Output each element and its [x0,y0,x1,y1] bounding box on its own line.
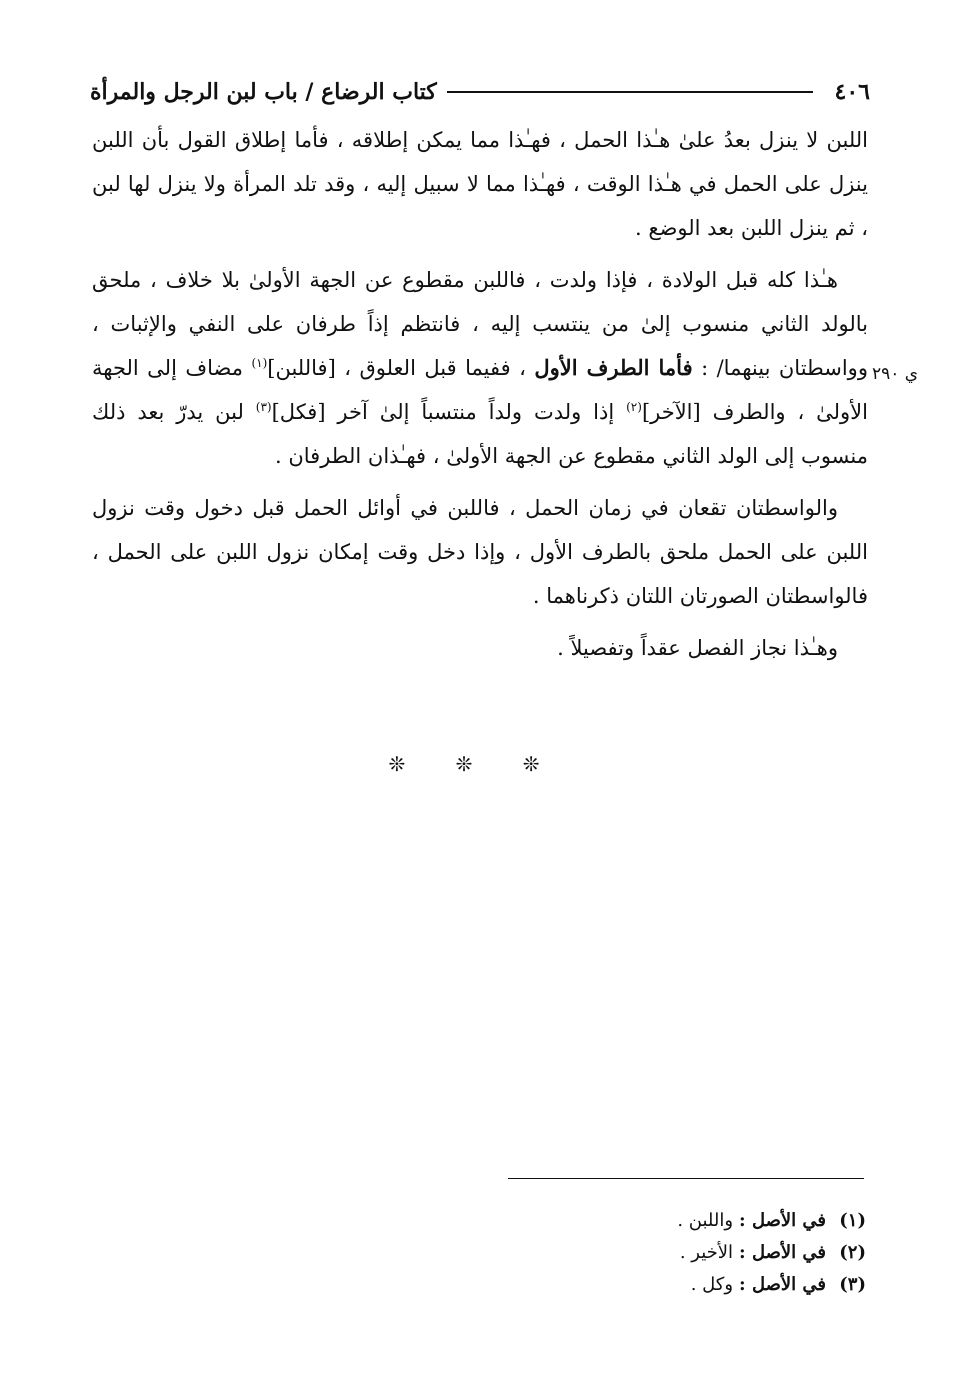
footnote-3 [500,1269,866,1301]
paragraph-2-part-c: مضاف إلى الجهة الأولىٰ ، والطرف [الآخر] [92,356,868,424]
paragraph-2-part-e: لبن يدرّ بعد ذلك منسوب إلى الولد الثاني مقطوع عن الجهة الأولىٰ ، فهـٰذان الطرفان . [92,400,868,468]
main-text [92,118,868,678]
footnote-text: واللبن . [677,1210,734,1231]
chapter-title: كتاب الرضاع / باب لبن الرجل والمرأة [90,79,437,105]
paragraph-2-part-a: هـٰذا كله قبل الولادة ، فإذا ولدت ، فاللبن مقطوع عن الجهة الأولىٰ بلا خلاف ، ملحق بالولد الثاني منسوب إلىٰ من ينتسب إليه ، فانتظم إذاً طرفان على النفي والإثبات ، وواسطتان بينهما/ : [92,268,868,380]
paragraph-3-text: والواسطتان تقعان في زمان الحمل ، فاللبن في أوائل الحمل قبل دخول وقت نزول اللبن على الحمل ملحق بالطرف الأول ، وإذا دخل وقت إمكان نزول اللبن على الحمل ، فالواسطتان الصورتان اللتان ذكرناهما . [92,496,868,608]
footnote-number: (١) [839,1210,866,1231]
footnote-marker-3[interactable]: (٣) [255,400,272,414]
page-number: ٤٠٦ [834,79,870,105]
footnote-text: وكل . [690,1274,734,1295]
footnote-marker-2[interactable]: (٢) [626,400,642,414]
paragraph-4-text: وهـٰذا نجاز الفصل عقداً وتفصيلاً . [557,636,838,660]
footnote-marker-1[interactable]: (١) [251,356,268,370]
footnote-divider [508,1178,864,1179]
paragraph-2-bold-phrase: فأما الطرف الأول [534,355,693,380]
footnote-source: في الأصل : [739,1210,826,1231]
paragraph-2-part-d: إذا ولدت ولداً منتسباً إلىٰ آخر [فكل] [271,400,615,424]
paragraph-1: اللبن لا ينزل بعدُ علىٰ هـٰذا الحمل ، فهـٰذا مما يمكن إطلاقه ، فأما إطلاق القول بأن اللبن ينزل على الحمل في هـٰذا الوقت ، فهـٰذا مما لا سبيل إليه ، وقد تلد المرأة ولا ينزل لها لبن ، ثم ينزل اللبن بعد الوضع . [92,128,868,240]
footnote-2 [500,1237,866,1269]
footnotes [500,1205,866,1301]
footnote-1 [500,1205,866,1237]
paragraph-2-part-b: ، ففيما قبل العلوق ، [فاللبن] [267,356,526,380]
footnote-source: في الأصل : [739,1274,826,1295]
running-header [90,72,870,112]
paragraph-2 [92,258,868,478]
header-rule [447,91,813,93]
section-end-ornament: ❊ ❊ ❊ [388,752,562,776]
margin-manuscript-reference: ي ٢٩٠ [872,364,919,384]
footnote-text: الأخير . [679,1242,734,1263]
paragraph-4 [92,626,868,670]
footnote-number: (٣) [839,1274,866,1295]
paragraph-3 [92,486,868,618]
footnote-source: في الأصل : [739,1242,826,1263]
footnote-number: (٢) [839,1242,866,1263]
